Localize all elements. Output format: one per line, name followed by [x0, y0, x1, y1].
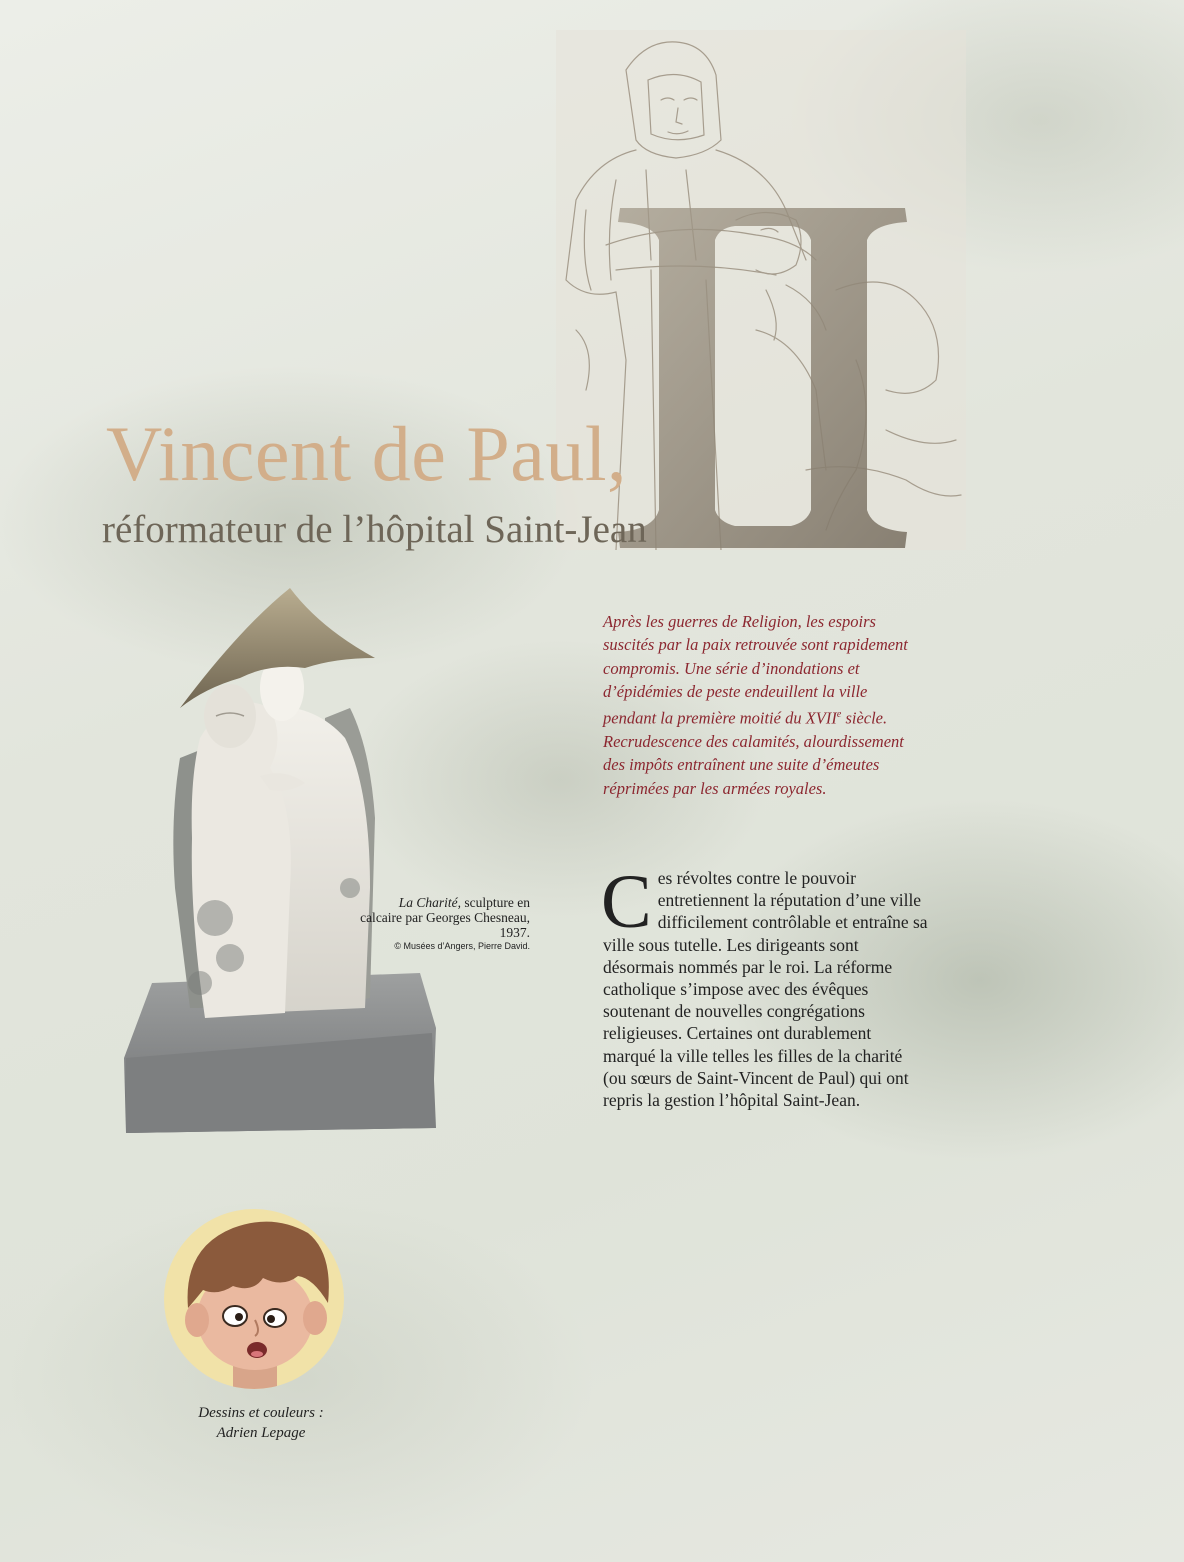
credit-role: Dessins et couleurs : [198, 1405, 324, 1421]
intro-text-part2: siècle. Recrudescence des calamités, alourdissement des impôts entraînent une suite d’émeutes réprimées par les armées royales. [603, 708, 904, 798]
intro-paragraph [603, 610, 923, 800]
page-subtitle: réformateur de l’hôpital Saint-Jean [102, 508, 647, 551]
drop-cap: C [601, 860, 652, 944]
credit-name: Adrien Lepage [216, 1425, 306, 1441]
caption-credit: © Musées d’Angers, Pierre David. [394, 940, 530, 951]
body-paragraph [601, 860, 928, 1111]
intro-superscript: e [836, 709, 842, 721]
roman-numeral-ii [615, 170, 925, 560]
illustrator-avatar [163, 1208, 345, 1390]
body-text: es révoltes contre le pouvoir entretiennent la réputation d’une ville difficilement contrôlable et entraîne sa ville sous tutelle. Les dirigeants sont désormais nommés par le roi. La réforme catholique s’impose avec des évêques soutenant de nouvelles congrégations religieuses. Certaines ont durablement marqué la ville telles les filles de la charité (ou sœurs de Saint-Vincent de Paul) qui ont repris la gestion l’hôpital Saint-Jean. [603, 868, 928, 1111]
intro-text-part1: Après les guerres de Religion, les espoirs suscités par la paix retrouvée sont rapidement compromis. Une série d’inondations et d’épidémies de peste endeuillent la ville pendant la première moitié du XVII [603, 612, 908, 728]
caption-title: La Charité, [398, 895, 462, 910]
page-title: Vincent de Paul, [106, 410, 628, 497]
illustrator-credit [150, 1403, 372, 1443]
boy-portrait-icon [163, 1208, 345, 1390]
la-charite-sculpture-image [120, 588, 440, 1133]
chapter-numeral [615, 170, 925, 560]
statue-photo [120, 588, 440, 1133]
statue-caption [360, 896, 530, 951]
caption-description: sculpture en calcaire par Georges Chesneau, 1937. [360, 895, 530, 940]
